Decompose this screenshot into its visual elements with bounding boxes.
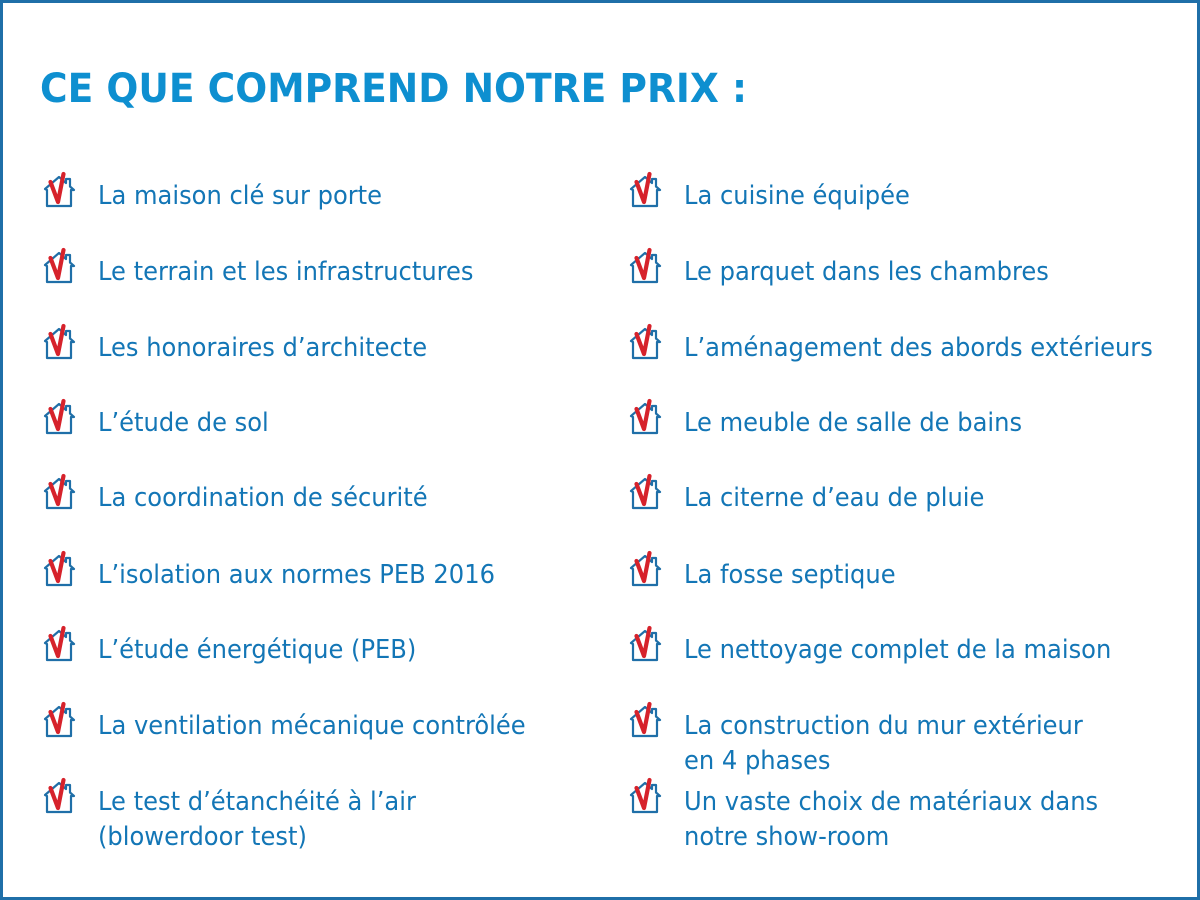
list-item-label <box>684 558 896 593</box>
list-item-label <box>98 633 416 668</box>
list-item-line: Un vaste choix de matériaux dans <box>684 787 1099 817</box>
list-item-label <box>684 406 1022 441</box>
list-item-label <box>684 331 1153 366</box>
list-item-line: La construction du mur extérieur <box>684 711 1083 741</box>
house-check-icon <box>625 473 665 513</box>
list-item-line: La ventilation mécanique contrôlée <box>98 711 526 741</box>
list-item-line: La citerne d’eau de pluie <box>684 483 985 513</box>
list-item-line: La coordination de sécurité <box>98 483 428 513</box>
list-item-line: notre show-room <box>684 822 890 852</box>
house-check-icon <box>39 323 79 363</box>
house-check-icon <box>39 247 79 287</box>
list-item-line: (blowerdoor test) <box>98 822 307 852</box>
list-item-line: en 4 phases <box>684 746 831 776</box>
list-item-line: Le terrain et les infrastructures <box>98 257 474 287</box>
list-item-label <box>684 709 1083 779</box>
list-item-label <box>684 255 1049 290</box>
house-check-icon <box>625 323 665 363</box>
house-check-icon <box>625 398 665 438</box>
list-item-label <box>98 406 269 441</box>
list-item-line: L’isolation aux normes PEB 2016 <box>98 560 495 590</box>
house-check-icon <box>625 701 665 741</box>
list-item-line: Le test d’étanchéité à l’air <box>98 787 416 817</box>
house-check-icon <box>625 247 665 287</box>
house-check-icon <box>39 625 79 665</box>
list-item-line: Le nettoyage complet de la maison <box>684 635 1112 665</box>
house-check-icon <box>39 171 79 211</box>
list-item-label <box>684 785 1098 855</box>
list-item-line: Le meuble de salle de bains <box>684 408 1023 438</box>
list-item-label <box>98 785 416 855</box>
house-check-icon <box>39 473 79 513</box>
list-item-line: La maison clé sur porte <box>98 181 383 211</box>
list-item-label <box>684 179 910 214</box>
list-item-line: La fosse septique <box>684 560 896 590</box>
list-item-label <box>684 633 1111 668</box>
house-check-icon <box>625 625 665 665</box>
house-check-icon <box>39 550 79 590</box>
list-item-line: L’étude énergétique (PEB) <box>98 635 417 665</box>
list-item-line: Le parquet dans les chambres <box>684 257 1049 287</box>
list-item-label <box>98 255 474 290</box>
house-check-icon <box>625 550 665 590</box>
list-item-label <box>98 558 495 593</box>
list-item-line: L’aménagement des abords extérieurs <box>684 333 1153 363</box>
list-item-line: La cuisine équipée <box>684 181 910 211</box>
list-item-label <box>98 481 428 516</box>
list-item-label <box>98 709 526 744</box>
list-item-label <box>684 481 984 516</box>
house-check-icon <box>625 171 665 211</box>
list-item-label <box>98 331 427 366</box>
page-title: CE QUE COMPREND NOTRE PRIX : <box>40 66 748 112</box>
house-check-icon <box>39 701 79 741</box>
house-check-icon <box>39 398 79 438</box>
house-check-icon <box>625 777 665 817</box>
list-item-line: L’étude de sol <box>98 408 269 438</box>
list-item-line: Les honoraires d’architecte <box>98 333 428 363</box>
list-item-label <box>98 179 382 214</box>
house-check-icon <box>39 777 79 817</box>
